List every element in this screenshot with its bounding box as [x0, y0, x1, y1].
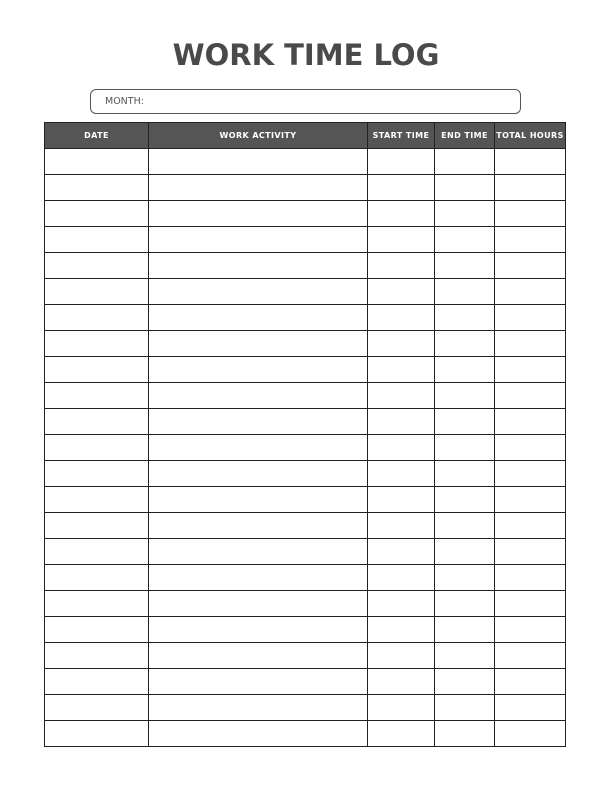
total-hours-cell[interactable]	[495, 149, 566, 175]
table-row	[45, 383, 566, 409]
start-time-cell[interactable]	[368, 253, 435, 279]
date-cell[interactable]	[45, 513, 149, 539]
end-time-cell[interactable]	[435, 565, 495, 591]
work-activity-cell[interactable]	[149, 461, 368, 487]
work-activity-cell[interactable]	[149, 253, 368, 279]
end-time-cell[interactable]	[435, 721, 495, 747]
end-time-cell[interactable]	[435, 357, 495, 383]
total-hours-cell[interactable]	[495, 409, 566, 435]
table-header-row	[45, 123, 566, 149]
table-row	[45, 305, 566, 331]
table-row	[45, 435, 566, 461]
end-time-cell[interactable]	[435, 487, 495, 513]
end-time-cell[interactable]	[435, 409, 495, 435]
total-hours-cell[interactable]	[495, 487, 566, 513]
table-row	[45, 201, 566, 227]
start-time-cell[interactable]	[368, 435, 435, 461]
column-header-start-time: START TIME	[368, 123, 435, 149]
start-time-cell[interactable]	[368, 487, 435, 513]
total-hours-cell[interactable]	[495, 305, 566, 331]
work-activity-cell[interactable]	[149, 227, 368, 253]
date-cell[interactable]	[45, 461, 149, 487]
total-hours-cell[interactable]	[495, 617, 566, 643]
start-time-cell[interactable]	[368, 539, 435, 565]
total-hours-cell[interactable]	[495, 721, 566, 747]
date-cell[interactable]	[45, 487, 149, 513]
date-cell[interactable]	[45, 175, 149, 201]
column-header-end-time: END TIME	[435, 123, 495, 149]
date-cell[interactable]	[45, 357, 149, 383]
date-cell[interactable]	[45, 409, 149, 435]
table-row	[45, 643, 566, 669]
work-activity-cell[interactable]	[149, 591, 368, 617]
table-row	[45, 669, 566, 695]
date-cell[interactable]	[45, 435, 149, 461]
table-row	[45, 513, 566, 539]
work-activity-cell[interactable]	[149, 487, 368, 513]
end-time-cell[interactable]	[435, 149, 495, 175]
start-time-cell[interactable]	[368, 227, 435, 253]
date-cell[interactable]	[45, 539, 149, 565]
table-row	[45, 149, 566, 175]
end-time-cell[interactable]	[435, 279, 495, 305]
total-hours-cell[interactable]	[495, 357, 566, 383]
end-time-cell[interactable]	[435, 175, 495, 201]
end-time-cell[interactable]	[435, 617, 495, 643]
work-activity-cell[interactable]	[149, 175, 368, 201]
work-activity-cell[interactable]	[149, 201, 368, 227]
work-activity-cell[interactable]	[149, 305, 368, 331]
table-row	[45, 331, 566, 357]
total-hours-cell[interactable]	[495, 227, 566, 253]
table-body	[45, 149, 566, 747]
table-row	[45, 721, 566, 747]
table-row	[45, 279, 566, 305]
start-time-cell[interactable]	[368, 643, 435, 669]
total-hours-cell[interactable]	[495, 279, 566, 305]
total-hours-cell[interactable]	[495, 643, 566, 669]
date-cell[interactable]	[45, 721, 149, 747]
end-time-cell[interactable]	[435, 383, 495, 409]
date-cell[interactable]	[45, 331, 149, 357]
work-activity-cell[interactable]	[149, 279, 368, 305]
work-activity-cell[interactable]	[149, 331, 368, 357]
start-time-cell[interactable]	[368, 331, 435, 357]
table-row	[45, 539, 566, 565]
table-row	[45, 617, 566, 643]
end-time-cell[interactable]	[435, 227, 495, 253]
total-hours-cell[interactable]	[495, 175, 566, 201]
end-time-cell[interactable]	[435, 305, 495, 331]
page-title: WORK TIME LOG	[172, 38, 440, 72]
total-hours-cell[interactable]	[495, 253, 566, 279]
start-time-cell[interactable]	[368, 513, 435, 539]
total-hours-cell[interactable]	[495, 383, 566, 409]
total-hours-cell[interactable]	[495, 565, 566, 591]
table-row	[45, 461, 566, 487]
end-time-cell[interactable]	[435, 695, 495, 721]
table-row	[45, 487, 566, 513]
start-time-cell[interactable]	[368, 669, 435, 695]
start-time-cell[interactable]	[368, 461, 435, 487]
end-time-cell[interactable]	[435, 435, 495, 461]
end-time-cell[interactable]	[435, 461, 495, 487]
date-cell[interactable]	[45, 149, 149, 175]
date-cell[interactable]	[45, 695, 149, 721]
table-row	[45, 253, 566, 279]
start-time-cell[interactable]	[368, 695, 435, 721]
total-hours-cell[interactable]	[495, 331, 566, 357]
work-log-table	[44, 122, 566, 747]
table-row	[45, 357, 566, 383]
start-time-cell[interactable]	[368, 591, 435, 617]
total-hours-cell[interactable]	[495, 539, 566, 565]
end-time-cell[interactable]	[435, 643, 495, 669]
total-hours-cell[interactable]	[495, 461, 566, 487]
total-hours-cell[interactable]	[495, 591, 566, 617]
start-time-cell[interactable]	[368, 721, 435, 747]
column-header-total-hours: TOTAL HOURS	[495, 123, 566, 149]
end-time-cell[interactable]	[435, 331, 495, 357]
start-time-cell[interactable]	[368, 175, 435, 201]
date-cell[interactable]	[45, 383, 149, 409]
start-time-cell[interactable]	[368, 565, 435, 591]
work-activity-cell[interactable]	[149, 357, 368, 383]
total-hours-cell[interactable]	[495, 669, 566, 695]
work-activity-cell[interactable]	[149, 539, 368, 565]
total-hours-cell[interactable]	[495, 695, 566, 721]
work-activity-cell[interactable]	[149, 565, 368, 591]
work-activity-cell[interactable]	[149, 435, 368, 461]
month-label: MONTH:	[105, 96, 144, 107]
end-time-cell[interactable]	[435, 591, 495, 617]
end-time-cell[interactable]	[435, 669, 495, 695]
date-cell[interactable]	[45, 669, 149, 695]
work-activity-cell[interactable]	[149, 383, 368, 409]
work-activity-cell[interactable]	[149, 617, 368, 643]
work-activity-cell[interactable]	[149, 149, 368, 175]
date-cell[interactable]	[45, 617, 149, 643]
date-cell[interactable]	[45, 201, 149, 227]
end-time-cell[interactable]	[435, 539, 495, 565]
work-activity-cell[interactable]	[149, 669, 368, 695]
start-time-cell[interactable]	[368, 305, 435, 331]
total-hours-cell[interactable]	[495, 435, 566, 461]
table-row	[45, 565, 566, 591]
date-cell[interactable]	[45, 643, 149, 669]
date-cell[interactable]	[45, 305, 149, 331]
table-row	[45, 409, 566, 435]
start-time-cell[interactable]	[368, 201, 435, 227]
end-time-cell[interactable]	[435, 513, 495, 539]
date-cell[interactable]	[45, 565, 149, 591]
total-hours-cell[interactable]	[495, 201, 566, 227]
table-row	[45, 227, 566, 253]
start-time-cell[interactable]	[368, 279, 435, 305]
end-time-cell[interactable]	[435, 201, 495, 227]
start-time-cell[interactable]	[368, 383, 435, 409]
date-cell[interactable]	[45, 279, 149, 305]
column-header-date: DATE	[45, 123, 149, 149]
table-row	[45, 695, 566, 721]
work-activity-cell[interactable]	[149, 721, 368, 747]
start-time-cell[interactable]	[368, 617, 435, 643]
work-activity-cell[interactable]	[149, 513, 368, 539]
start-time-cell[interactable]	[368, 357, 435, 383]
column-header-work-activity: WORK ACTIVITY	[149, 123, 368, 149]
end-time-cell[interactable]	[435, 253, 495, 279]
work-activity-cell[interactable]	[149, 409, 368, 435]
table-row	[45, 591, 566, 617]
total-hours-cell[interactable]	[495, 513, 566, 539]
table-row	[45, 175, 566, 201]
work-activity-cell[interactable]	[149, 695, 368, 721]
date-cell[interactable]	[45, 227, 149, 253]
month-field[interactable]	[90, 89, 521, 114]
date-cell[interactable]	[45, 253, 149, 279]
start-time-cell[interactable]	[368, 149, 435, 175]
start-time-cell[interactable]	[368, 409, 435, 435]
date-cell[interactable]	[45, 591, 149, 617]
work-activity-cell[interactable]	[149, 643, 368, 669]
